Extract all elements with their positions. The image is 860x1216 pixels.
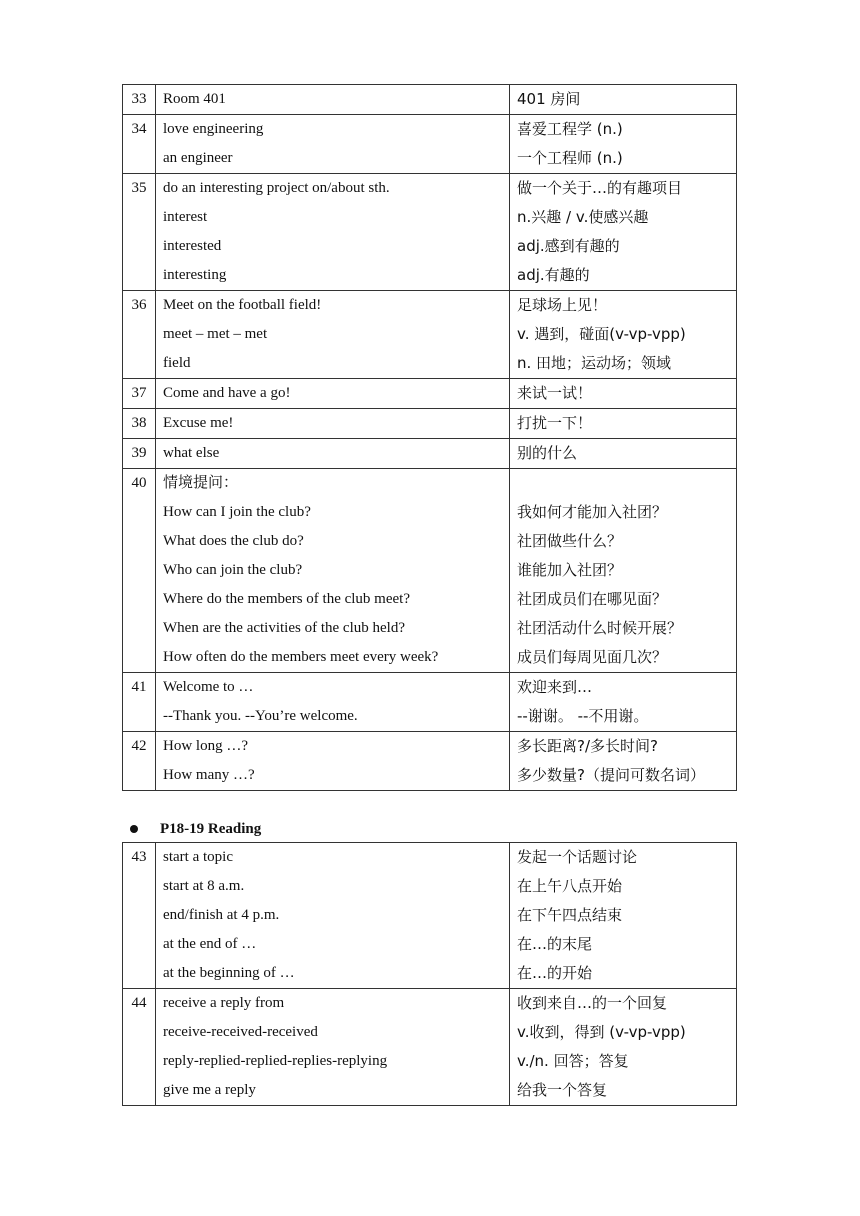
row-number: 42 [131, 738, 147, 754]
chinese-translation [517, 469, 736, 498]
row-number-cell [123, 989, 156, 1106]
chinese-translation: 足球场上见！ [517, 296, 608, 314]
english-phrase: interest [163, 209, 208, 225]
row-number: 40 [131, 475, 147, 491]
chinese-translation: 欢迎来到… [517, 678, 593, 696]
chinese-cell [510, 673, 737, 732]
vocabulary-table-1 [122, 84, 737, 791]
english-cell [156, 174, 510, 291]
english-phrase: How many …? [163, 767, 255, 783]
table-row [123, 989, 737, 1106]
chinese-translation: 做一个关于…的有趣项目 [517, 179, 683, 197]
table-row [123, 174, 737, 291]
english-cell [156, 732, 510, 791]
table-row [123, 409, 737, 439]
english-cell [156, 843, 510, 989]
row-number-cell [123, 174, 156, 291]
english-phrase: reply-replied-replied-replies-replying [163, 1053, 388, 1069]
chinese-translation: 成员们每周见面几次？ [517, 648, 668, 666]
row-number: 38 [131, 415, 147, 431]
chinese-translation: 打扰一下！ [517, 414, 593, 432]
table-row [123, 469, 737, 673]
chinese-translation: 喜爱工程学 (n.) [517, 120, 623, 138]
chinese-translation: adj.感到有趣的 [517, 237, 620, 255]
row-number: 39 [131, 445, 147, 461]
chinese-cell [510, 469, 737, 673]
english-cell [156, 85, 510, 115]
english-phrase: at the end of … [163, 936, 257, 952]
chinese-translation: 给我一个答复 [517, 1081, 608, 1099]
chinese-cell [510, 409, 737, 439]
row-number: 33 [131, 91, 147, 107]
chinese-translation: 社团做些什么？ [517, 532, 623, 550]
chinese-cell [510, 291, 737, 379]
chinese-cell [510, 174, 737, 291]
chinese-cell [510, 379, 737, 409]
english-cell [156, 409, 510, 439]
english-cell [156, 379, 510, 409]
english-cell [156, 469, 510, 673]
english-phrase: field [163, 355, 191, 371]
table-row [123, 673, 737, 732]
chinese-translation: 多少数量?（提问可数名词） [517, 766, 705, 784]
english-cell [156, 439, 510, 469]
chinese-translation: 401 房间 [517, 90, 581, 108]
english-phrase: How often do the members meet every week? [163, 649, 439, 665]
section-heading-text: P18-19 Reading [160, 821, 262, 837]
chinese-translation: 谁能加入社团？ [517, 561, 623, 579]
chinese-translation: 社团成员们在哪见面？ [517, 590, 668, 608]
chinese-translation: 在…的开始 [517, 964, 593, 982]
row-number-cell [123, 732, 156, 791]
english-phrase: an engineer [163, 150, 233, 166]
chinese-translation: v. 遇到，碰面(v-vp-vpp) [517, 325, 686, 343]
chinese-translation: v./n. 回答；答复 [517, 1052, 629, 1070]
table-row [123, 732, 737, 791]
english-phrase: Welcome to … [163, 679, 254, 695]
english-phrase: Where do the members of the club meet? [163, 591, 410, 607]
chinese-cell [510, 115, 737, 174]
chinese-translation: 在…的末尾 [517, 935, 593, 953]
english-phrase: receive-received-received [163, 1024, 318, 1040]
english-phrase: receive a reply from [163, 995, 285, 1011]
english-cell [156, 291, 510, 379]
row-number-cell [123, 843, 156, 989]
english-phrase: at the beginning of … [163, 965, 295, 981]
english-phrase: Meet on the football field! [163, 297, 322, 313]
english-cell [156, 673, 510, 732]
chinese-translation: 我如何才能加入社团？ [517, 503, 668, 521]
english-phrase: end/finish at 4 p.m. [163, 907, 280, 923]
row-number-cell [123, 439, 156, 469]
english-phrase: start a topic [163, 849, 233, 865]
chinese-translation: n.兴趣 / v.使感兴趣 [517, 208, 649, 226]
row-number: 44 [131, 995, 147, 1011]
english-phrase: interested [163, 238, 222, 254]
chinese-cell [510, 843, 737, 989]
chinese-translation: 来试一试！ [517, 384, 593, 402]
row-number: 34 [131, 121, 147, 137]
english-phrase: How can I join the club? [163, 504, 311, 520]
english-cell [156, 115, 510, 174]
chinese-cell [510, 732, 737, 791]
section-heading [130, 818, 261, 840]
chinese-translation: --谢谢。 --不用谢。 [517, 707, 649, 725]
row-number-cell [123, 379, 156, 409]
chinese-translation: 在下午四点结束 [517, 906, 623, 924]
table-row [123, 379, 737, 409]
row-number: 43 [131, 849, 147, 865]
english-phrase: meet – met – met [163, 326, 268, 342]
chinese-cell [510, 439, 737, 469]
english-phrase: Come and have a go! [163, 385, 291, 401]
chinese-cell [510, 85, 737, 115]
chinese-cell [510, 989, 737, 1106]
chinese-translation: 一个工程师 (n.) [517, 149, 623, 167]
english-phrase: what else [163, 445, 220, 461]
english-phrase: give me a reply [163, 1082, 256, 1098]
table-row [123, 439, 737, 469]
chinese-translation: adj.有趣的 [517, 266, 590, 284]
row-number-cell [123, 469, 156, 673]
english-phrase: do an interesting project on/about sth. [163, 180, 390, 196]
english-phrase: What does the club do? [163, 533, 304, 549]
table-row [123, 843, 737, 989]
row-number-cell [123, 673, 156, 732]
chinese-translation: 发起一个话题讨论 [517, 848, 638, 866]
chinese-translation: 在上午八点开始 [517, 877, 623, 895]
chinese-translation: v.收到，得到 (v-vp-vpp) [517, 1023, 686, 1041]
english-phrase: Excuse me! [163, 415, 234, 431]
row-number: 41 [131, 679, 147, 695]
row-number-cell [123, 115, 156, 174]
chinese-translation: 社团活动什么时候开展？ [517, 619, 683, 637]
english-phrase: When are the activities of the club held? [163, 620, 405, 636]
table-row [123, 85, 737, 115]
english-phrase: interesting [163, 267, 227, 283]
english-phrase: Room 401 [163, 91, 226, 107]
english-phrase: Who can join the club? [163, 562, 303, 578]
row-number-cell [123, 409, 156, 439]
english-phrase: love engineering [163, 121, 264, 137]
chinese-translation: n. 田地；运动场；领域 [517, 354, 672, 372]
table-row [123, 291, 737, 379]
row-number: 35 [131, 180, 147, 196]
english-phrase: --Thank you. --You’re welcome. [163, 708, 358, 724]
english-phrase: start at 8 a.m. [163, 878, 245, 894]
english-cell [156, 989, 510, 1106]
bullet-icon [130, 825, 138, 833]
row-number: 36 [131, 297, 147, 313]
chinese-translation: 别的什么 [517, 444, 578, 462]
row-number: 37 [131, 385, 147, 401]
table-row [123, 115, 737, 174]
chinese-translation: 收到来自…的一个回复 [517, 994, 668, 1012]
row-number-cell [123, 291, 156, 379]
english-phrase: How long …? [163, 738, 248, 754]
english-phrase: 情境提问： [163, 475, 239, 491]
vocabulary-table-2 [122, 842, 737, 1106]
chinese-translation: 多长距离?/多长时间? [517, 737, 658, 755]
row-number-cell [123, 85, 156, 115]
